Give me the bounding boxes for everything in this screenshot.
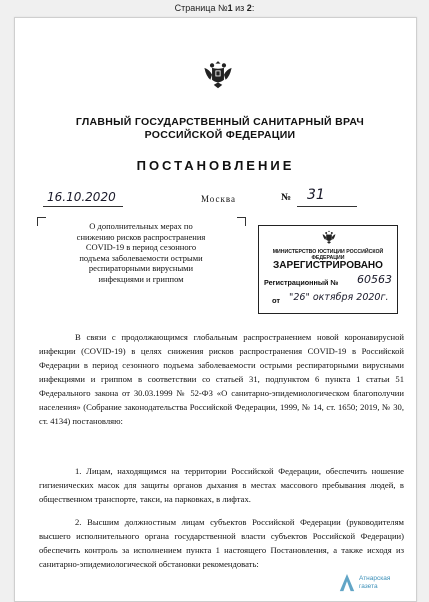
watermark-line1: Атнарская bbox=[359, 575, 391, 582]
subject-line: инфекциями и гриппом bbox=[98, 273, 184, 284]
pager-prefix: Страница № bbox=[174, 3, 228, 13]
paragraph-text: В связи с продолжающимся глобальным распространением новой коронавирусной инфекции (COVID-19) в целях снижения рисков распространения COVID-19 в Российской Федерации в период сезонного подъема заболеваемости острыми респираторными вирусными инфекциями и гриппом в соответствии со статьей 31, подпунктом 6 пункта 1 статьи 51 Федерального закона от 30.03.1999 № 52-ФЗ «О санитарно-эпидемиологическом благополучии населения» (Собрание законодательства Российской Федерации, 1999, № 14, ст. 1650; 2019, № 30, ст. 4134) постановляю: bbox=[39, 332, 404, 426]
page-indicator bbox=[0, 3, 429, 13]
subject-line: COVID-19 в период сезонного bbox=[85, 242, 197, 252]
coat-of-arms-icon bbox=[201, 56, 235, 90]
publisher-watermark bbox=[338, 573, 408, 595]
watermark-line2: газета bbox=[359, 583, 378, 590]
paragraph-item-1 bbox=[39, 464, 404, 506]
document-subject bbox=[41, 221, 241, 284]
stamp-reg-number: 60563 bbox=[357, 273, 392, 286]
date-underline bbox=[43, 206, 123, 207]
number-underline bbox=[297, 206, 357, 207]
stamp-from-label: от bbox=[272, 296, 281, 305]
document-number: 31 bbox=[307, 187, 325, 203]
pager-current: 1 bbox=[227, 3, 233, 13]
paragraph-item-2 bbox=[39, 515, 404, 571]
issuer-title-line1: ГЛАВНЫЙ ГОСУДАРСТВЕННЫЙ САНИТАРНЫЙ ВРАЧ bbox=[75, 116, 365, 128]
document-page bbox=[14, 17, 417, 602]
pager-middle: из bbox=[232, 3, 247, 13]
stamp-ministry: МИНИСТЕРСТВО ЮСТИЦИИ РОССИЙСКОЙ ФЕДЕРАЦИИ bbox=[272, 249, 384, 261]
paragraph-preamble bbox=[39, 330, 404, 428]
stamp-emblem-icon bbox=[321, 229, 337, 245]
document-type: ПОСТАНОВЛЕНИЕ bbox=[136, 158, 295, 173]
pager-suffix: : bbox=[251, 3, 255, 13]
number-sign: № bbox=[281, 192, 292, 203]
issuer-title-line2: РОССИЙСКОЙ ФЕДЕРАЦИИ bbox=[144, 129, 296, 141]
document-city: Москва bbox=[201, 194, 236, 204]
document-date: 16.10.2020 bbox=[47, 190, 116, 204]
stamp-reg-date: "26" октября 2020г. bbox=[289, 292, 389, 303]
paragraph-text: 1. Лицам, находящимся на территории Российской Федерации, обеспечить ношение гигиенических масок для защиты органов дыхания в местах массового пребывания людей, в общественном транспорте, такси, на парковках, в лифтах. bbox=[39, 466, 404, 504]
publisher-logo-icon bbox=[338, 573, 356, 593]
subject-line: респираторными вирусными bbox=[88, 263, 194, 273]
stamp-reg-label: Регистрационный № bbox=[264, 278, 339, 287]
pager-total: 2 bbox=[246, 3, 252, 13]
paragraph-text: 2. Высшим должностным лицам субъектов Российской Федерации (руководителям высшего исполнительного органа государственной власти субъектов Российской Федерации) обеспечить контроль за исполнением пункта 1 настоящего Постановления, а также исходя из санитарно-эпидемиологической обстановки рекомендовать: bbox=[39, 517, 404, 569]
stamp-registered: ЗАРЕГИСТРИРОВАНО bbox=[273, 260, 383, 271]
registration-stamp bbox=[258, 225, 398, 314]
subject-line: О дополнительных мерах по bbox=[89, 221, 193, 231]
subject-line: подъема заболеваемости острыми bbox=[79, 252, 203, 263]
subject-line: снижению рисков распространения bbox=[76, 231, 206, 242]
